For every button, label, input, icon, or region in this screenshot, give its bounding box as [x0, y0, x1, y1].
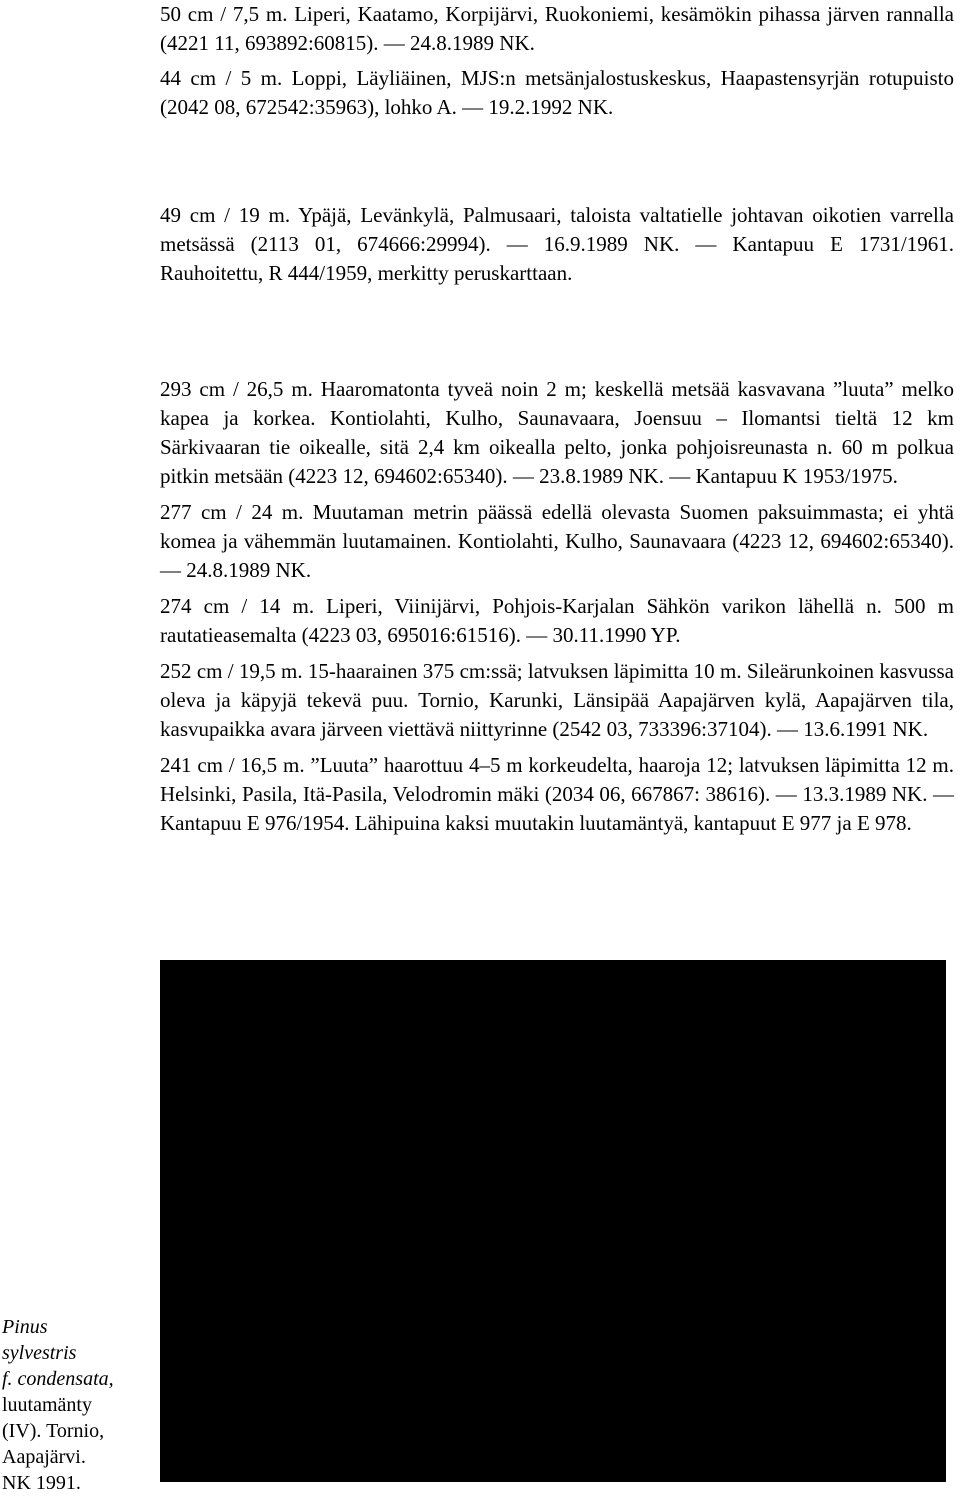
caption-common-name: luutamänty — [2, 1394, 92, 1416]
caption-credit: NK 1991. — [2, 1472, 81, 1494]
photo-caption — [2, 1314, 152, 1496]
caption-location-2: Aapajärvi. — [2, 1446, 86, 1468]
tree-photo — [160, 960, 946, 1482]
tree-entry: 241 cm / 16,5 m. ”Luuta” haarottuu 4–5 m korkeudelta, haaroja 12; latvuksen läpimitta 12 m. Helsinki, Pasila, Itä-Pasila, Velodromin mäki (2034 06, 667867: 38616). — 13.3.1989 NK. — Kantapuu E 976/1954. Lähipuina kaksi muutakin luutamäntyä, kantapuut E 977 ja E 978. — [160, 753, 954, 835]
tree-entry: 277 cm / 24 m. Muutaman metrin päässä edellä olevasta Suomen paksuimmasta; ei yhtä komea ja vähemmän luutamainen. Kontiolahti, Kulho, Saunavaara (4223 12, 694602:65340). — 24.8.1989 NK. — [160, 500, 954, 582]
caption-genus: Pinus — [2, 1316, 48, 1338]
tree-entry: 44 cm / 5 m. Loppi, Läyliäinen, MJS:n metsänjalostuskeskus, Haapastensyrjän rotupuisto (2042 08, 672542:35963), lohko A. — 19.2.1992 NK. — [160, 66, 954, 119]
tree-entry: 49 cm / 19 m. Ypäjä, Levänkylä, Palmusaari, taloista valtatielle johtavan oikotien varrella metsässä (2113 01, 674666:29994). — 16.9.1989 NK. — Kantapuu E 1731/1961. Rauhoitettu, R 444/1959, merkitty peruskarttaan. — [160, 203, 954, 285]
caption-form: f. condensata, — [2, 1368, 114, 1390]
entries-middle — [160, 201, 954, 288]
tree-entry: 274 cm / 14 m. Liperi, Viinijärvi, Pohjois-Karjalan Sähkön varikon lähellä n. 500 m rautatieasemalta (4223 03, 695016:61516). — 30.11.1990 YP. — [160, 594, 954, 647]
entries-top — [160, 0, 954, 122]
tree-entry: 50 cm / 7,5 m. Liperi, Kaatamo, Korpijärvi, Ruokoniemi, kesämökin pihassa järven rannalla (4221 11, 693892:60815). — 24.8.1989 NK. — [160, 2, 954, 55]
entries-bottom — [160, 375, 954, 838]
caption-location-1: (IV). Tornio, — [2, 1420, 105, 1442]
caption-species: sylvestris — [2, 1342, 77, 1364]
tree-entry: 293 cm / 26,5 m. Haaromatonta tyveä noin 2 m; keskellä metsää kasvavana ”luuta” melko kapea ja korkea. Kontiolahti, Kulho, Saunavaara, Joensuu – Ilomantsi tieltä 12 km Särkivaaran tie oikealle, sitä 2,4 km oikealla pelto, jonka pohjoisreunasta n. 60 m polkua pitkin metsään (4223 12, 694602:65340). — 23.8.1989 NK. — Kantapuu K 1953/1975. — [160, 377, 954, 488]
tree-entry: 252 cm / 19,5 m. 15-haarainen 375 cm:ssä; latvuksen läpimitta 10 m. Sileärunkoinen kasvussa oleva ja käpyjä tekevä puu. Tornio, Karunki, Länsipää Aapajärven kylä, Aapajärven tila, kasvupaikka avara järveen viettävä niittyrinne (2542 03, 733396:37104). — 13.6.1991 NK. — [160, 659, 954, 741]
